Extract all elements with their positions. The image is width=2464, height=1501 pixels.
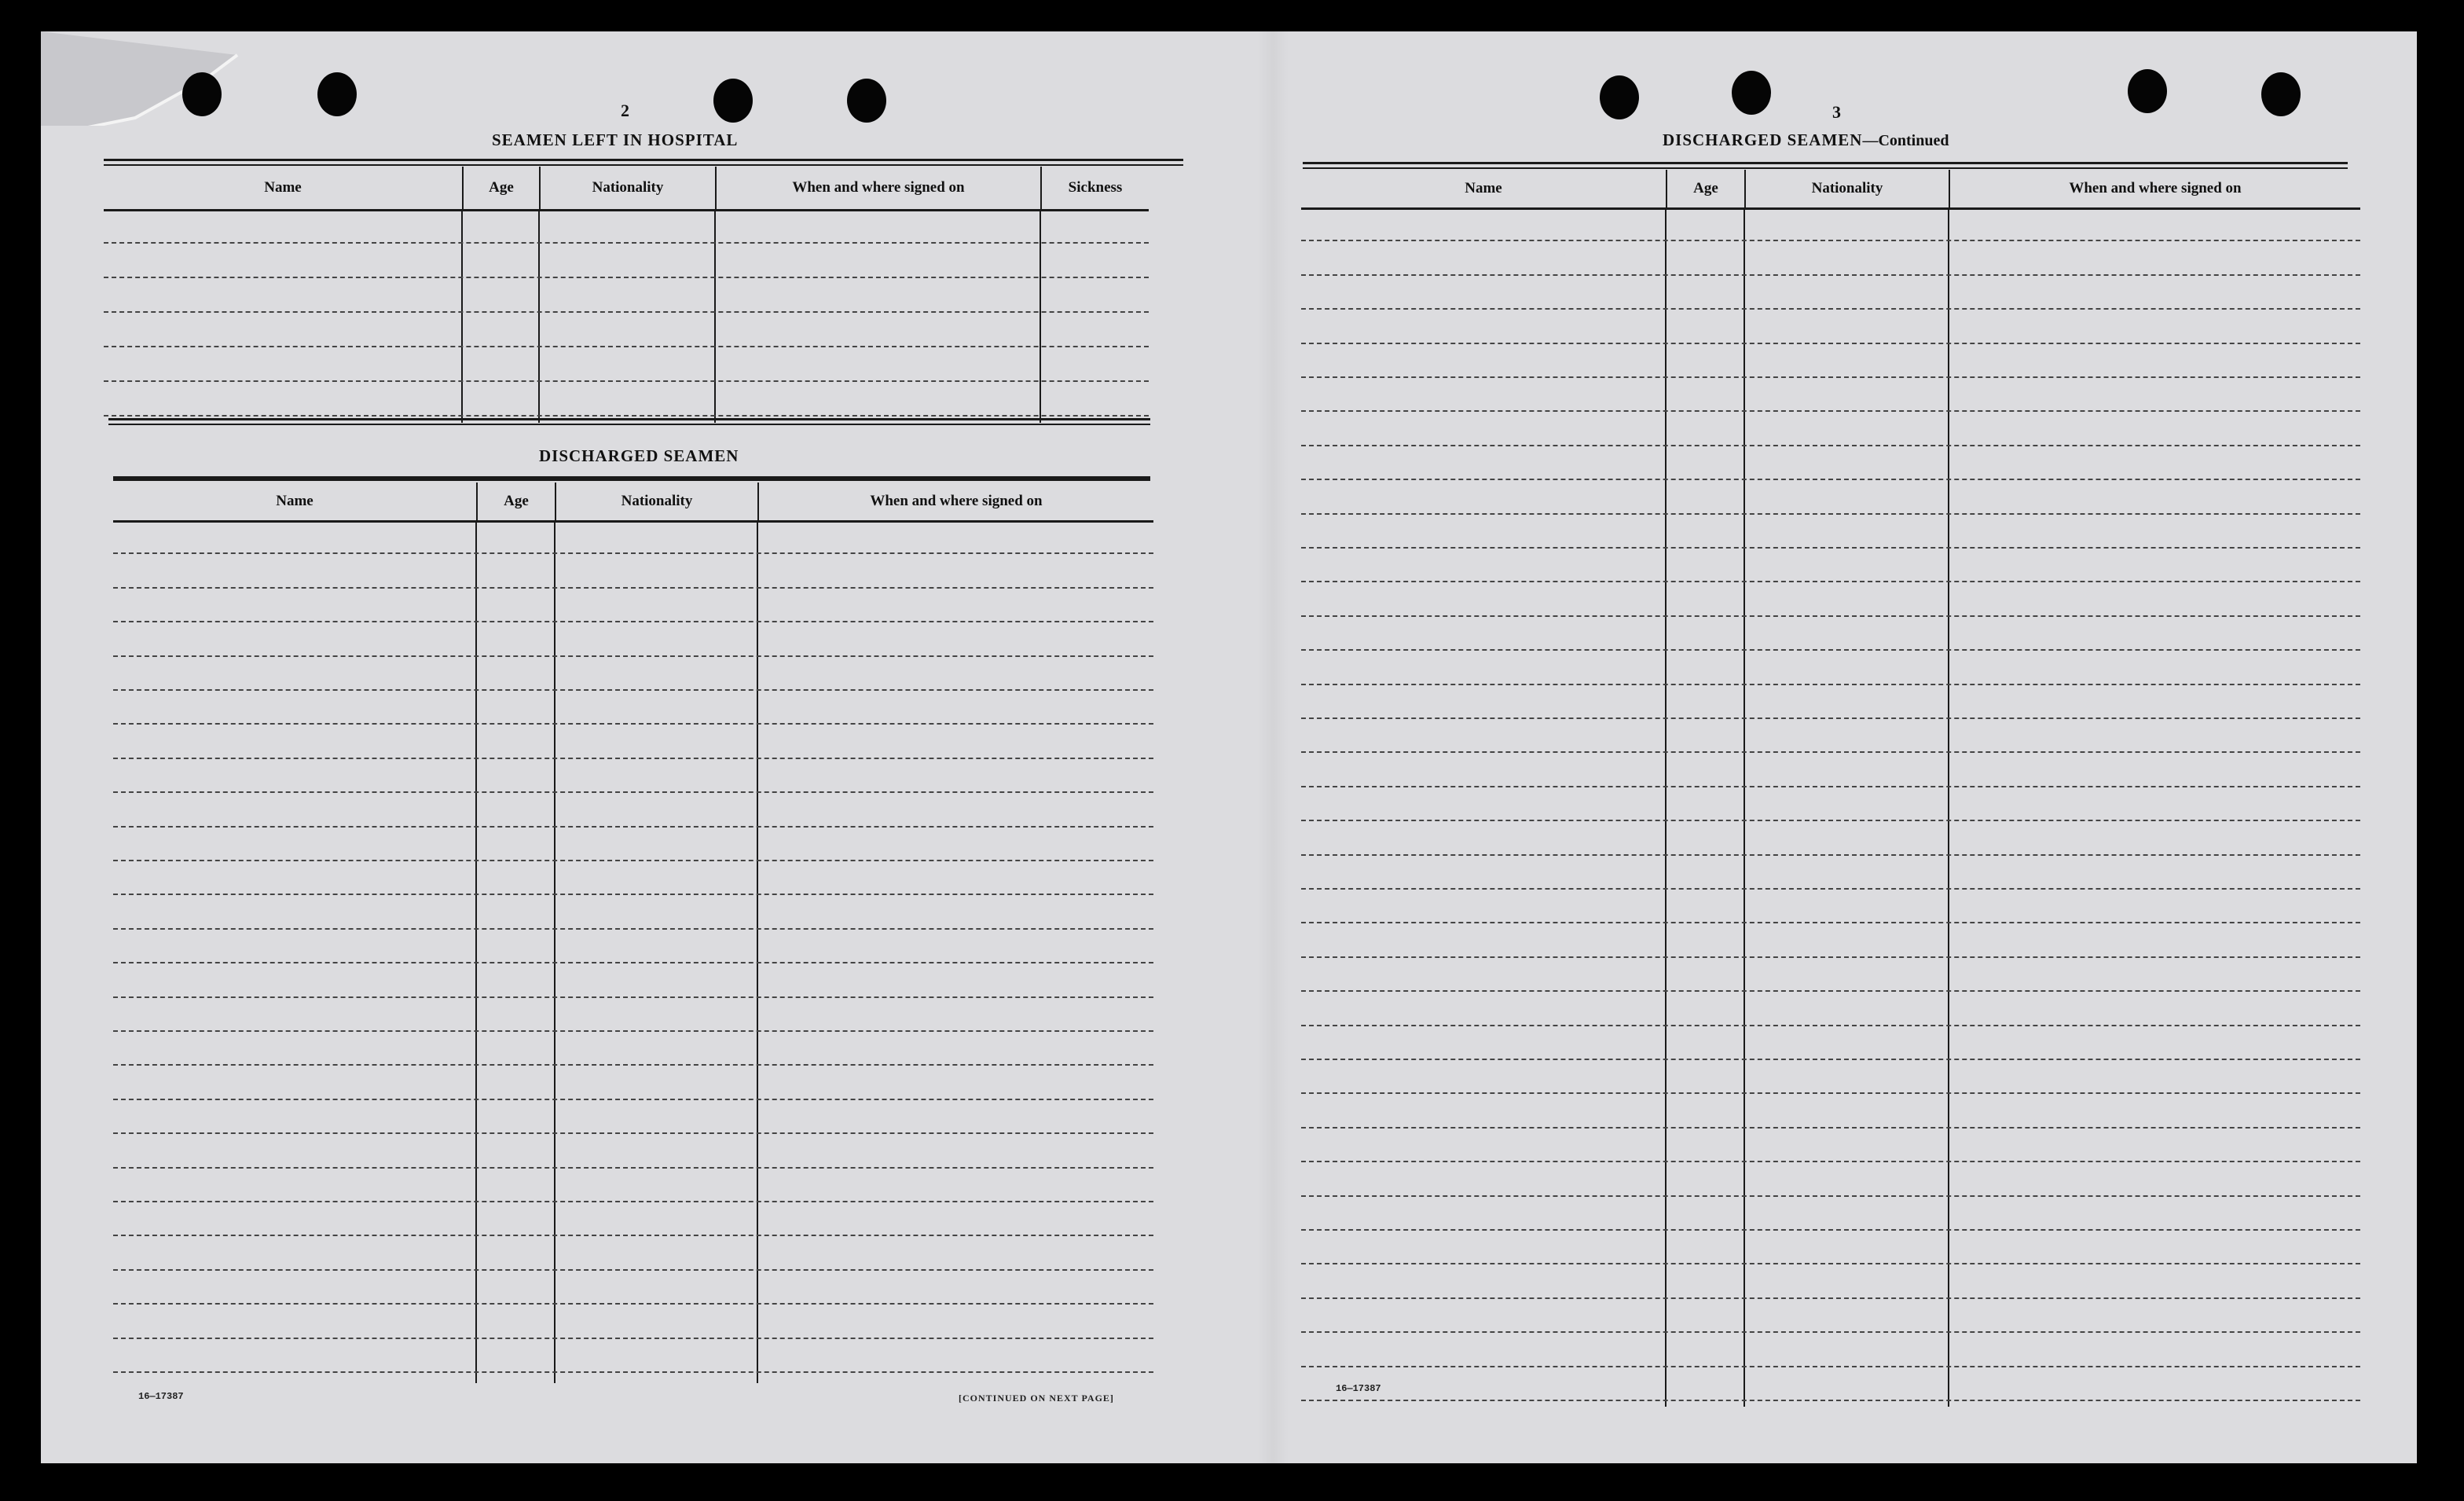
table-header (113, 483, 1153, 523)
column-header: Age (476, 483, 555, 520)
table-row[interactable] (104, 244, 1149, 278)
column-header: Nationality (555, 483, 757, 520)
table-row[interactable] (113, 1339, 1153, 1373)
table-row[interactable] (113, 1236, 1153, 1270)
table-row[interactable] (113, 589, 1153, 622)
table-row[interactable] (113, 1169, 1153, 1202)
table-row[interactable] (1301, 753, 2360, 787)
table-row[interactable] (1301, 276, 2360, 310)
discharged-section-title: DISCHARGED SEAMEN (539, 446, 739, 465)
table-row[interactable] (1301, 310, 2360, 343)
continued-suffix: —Continued (1862, 132, 1949, 149)
table-row[interactable] (1301, 515, 2360, 549)
table-row[interactable] (1301, 480, 2360, 514)
form-sheet (41, 31, 2417, 1463)
table-row[interactable] (113, 1202, 1153, 1236)
table-row[interactable] (1301, 923, 2360, 957)
form-number: 16—17387 (1336, 1383, 1381, 1394)
hospital-table (104, 167, 1149, 423)
table-row[interactable] (113, 998, 1153, 1032)
table-row[interactable] (113, 725, 1153, 758)
table-row[interactable] (1301, 1264, 2360, 1298)
table-row[interactable] (113, 895, 1153, 929)
table-row[interactable] (104, 313, 1149, 347)
column-header: Nationality (539, 167, 715, 209)
column-header: Name (276, 493, 314, 509)
table-row[interactable] (1301, 685, 2360, 719)
column-header: Age (462, 167, 539, 209)
column-header: Nationality (1744, 170, 1949, 207)
table-row[interactable] (113, 1066, 1153, 1099)
discharged-continued-title (1663, 130, 1949, 150)
table-row[interactable] (1301, 1367, 2360, 1401)
section-rule (1303, 162, 2348, 169)
table-row[interactable] (1301, 787, 2360, 821)
table-row[interactable] (1301, 1333, 2360, 1367)
table-row[interactable] (1301, 412, 2360, 446)
table-header (104, 167, 1149, 211)
table-row[interactable] (1301, 890, 2360, 923)
right-page (1267, 31, 2417, 1463)
table-header (1301, 170, 2360, 210)
table-row[interactable] (1301, 344, 2360, 378)
table-row[interactable] (113, 759, 1153, 793)
table-row[interactable] (113, 861, 1153, 895)
table-row[interactable] (113, 1032, 1153, 1066)
table-row[interactable] (1301, 1197, 2360, 1231)
table-row[interactable] (113, 1134, 1153, 1168)
section-title-text: DISCHARGED SEAMEN (1663, 130, 1863, 149)
table-row[interactable] (113, 1305, 1153, 1338)
column-header: When and where signed on (715, 167, 1040, 209)
table-row[interactable] (1301, 1094, 2360, 1128)
table-row[interactable] (1301, 1060, 2360, 1094)
table-row[interactable] (104, 278, 1149, 313)
table-row[interactable] (1301, 821, 2360, 855)
table-row[interactable] (113, 657, 1153, 691)
table-row[interactable] (104, 382, 1149, 417)
table-row[interactable] (1301, 1299, 2360, 1333)
table-row[interactable] (113, 930, 1153, 963)
column-header: Age (1666, 170, 1744, 207)
table-row[interactable] (1301, 1231, 2360, 1264)
table-row[interactable] (1301, 617, 2360, 651)
column-header: When and where signed on (757, 483, 1153, 520)
table-row[interactable] (1301, 992, 2360, 1026)
table-row[interactable] (113, 554, 1153, 588)
table-row[interactable] (113, 520, 1153, 554)
table-row[interactable] (104, 347, 1149, 382)
table-row[interactable] (1301, 241, 2360, 275)
discharged-table (113, 483, 1153, 1383)
table-row[interactable] (113, 1100, 1153, 1134)
table-row[interactable] (113, 828, 1153, 861)
column-header: Sickness (1040, 167, 1149, 209)
table-row[interactable] (1301, 549, 2360, 582)
page-number: 2 (621, 101, 629, 120)
section-rule (113, 476, 1150, 481)
page-number: 3 (1832, 102, 1841, 122)
section-rule (104, 159, 1183, 166)
table-row[interactable] (1301, 719, 2360, 753)
table-row[interactable] (1301, 446, 2360, 480)
section-rule (108, 418, 1150, 425)
table-row[interactable] (1301, 582, 2360, 616)
table-row[interactable] (113, 691, 1153, 725)
table-row[interactable] (113, 793, 1153, 827)
left-page (41, 31, 1235, 1463)
table-row[interactable] (1301, 856, 2360, 890)
table-row[interactable] (104, 209, 1149, 244)
column-header: Name (264, 179, 302, 196)
continued-note: [CONTINUED ON NEXT PAGE] (959, 1393, 1114, 1404)
hospital-section-title: SEAMEN LEFT IN HOSPITAL (492, 130, 739, 149)
table-row[interactable] (113, 622, 1153, 656)
table-row[interactable] (1301, 1026, 2360, 1060)
table-row[interactable] (113, 1271, 1153, 1305)
table-row[interactable] (1301, 207, 2360, 241)
column-header: When and where signed on (1949, 170, 2360, 207)
table-row[interactable] (113, 963, 1153, 997)
table-row[interactable] (1301, 378, 2360, 412)
table-row[interactable] (1301, 1162, 2360, 1196)
table-row[interactable] (1301, 1129, 2360, 1162)
table-row[interactable] (1301, 958, 2360, 992)
discharged-table (1301, 170, 2360, 1407)
column-header: Name (1465, 180, 1502, 196)
table-row[interactable] (1301, 651, 2360, 684)
form-number: 16—17387 (138, 1391, 184, 1402)
